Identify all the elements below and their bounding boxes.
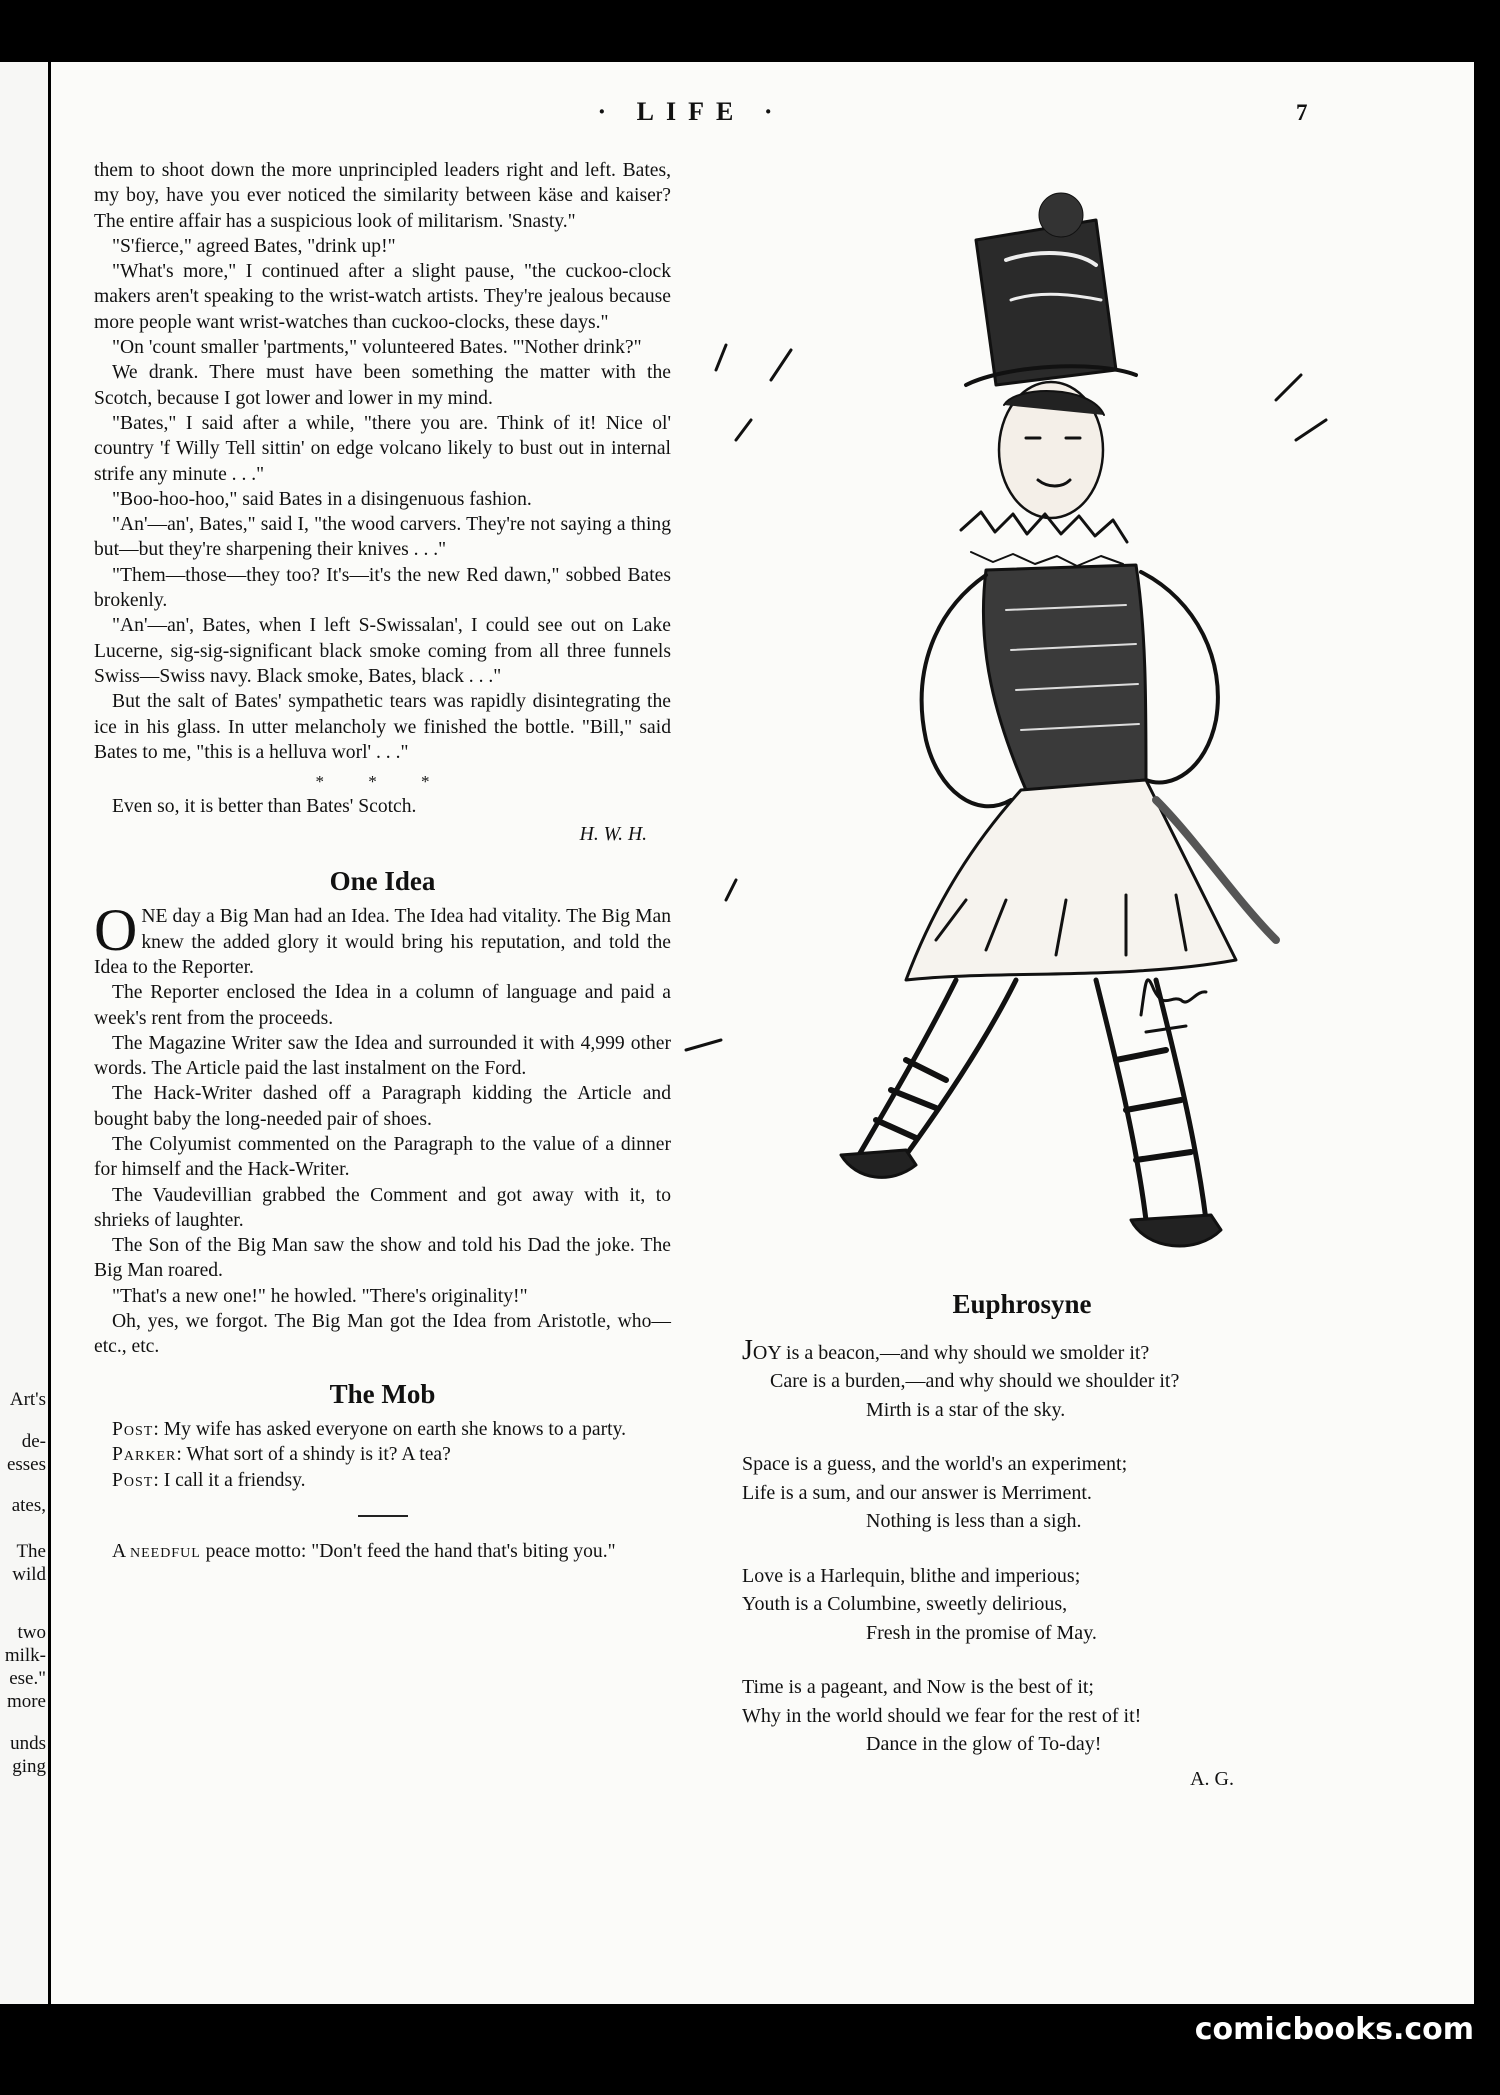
verse-line: Dance in the glow of To-day! [866,1733,1102,1755]
motto-word: needful [129,1540,201,1562]
first-paragraph [94,897,671,980]
dialogue-line: Post: My wife has asked everyone on earth she knows to a party. [112,1418,627,1440]
fragment: Art's [9,1389,46,1410]
left-column [94,158,671,1564]
verse-line: Nothing is less than a sigh. [866,1510,1082,1532]
paragraph: them to shoot down the more unprincipled leaders right and left. Bates, my boy, have you ever noticed the similarity between käse and kaiser? The entire affair has a suspicious look of militarism. 'Snasty." [94,160,671,232]
article-title: One Idea [329,866,436,897]
paragraph: "On 'count smaller 'partments," volunteered Bates. "'Nother drink?" [112,337,642,359]
paragraph: "S'fierce," agreed Bates, "drink up!" [112,235,396,257]
fragment: more [6,1691,46,1712]
fragment: unds [10,1733,46,1754]
verse-text: OY is a beacon,—and why should we smolder it? [752,1341,1150,1364]
paragraph: The Hack-Writer dashed off a Paragraph kidding the Article and bought baby the long-needed pair of shoes. [94,1083,671,1130]
drop-cap: O [94,897,138,964]
closing-line: Even so, it is better than Bates' Scotch. [112,796,417,818]
drop-cap: J [742,1334,753,1366]
fragment: The [16,1541,46,1562]
adjacent-page-strip [0,62,48,2004]
verse-line: Love is a Harlequin, blithe and imperious; [742,1564,1081,1587]
motto-text: peace motto: "Don't feed the hand that's biting you." [205,1540,616,1562]
paragraph: The Magazine Writer saw the Idea and surrounded it with 4,999 other words. The Article paid the last instalment on the Ford. [94,1032,671,1080]
fragment: two [17,1622,46,1643]
dialogue-text: My wife has asked everyone on earth she knows to a party. [163,1418,627,1440]
section-break: * * * [315,772,450,792]
speaker: Parker [112,1444,177,1466]
fragment: ging [12,1756,46,1777]
fragment: de- [21,1431,46,1452]
verse-line: Youth is a Columbine, sweetly delirious, [742,1593,1068,1615]
paragraph: "That's a new one!" he howled. "There's originality!" [112,1285,528,1307]
masthead: · LIFE · [597,97,785,126]
paragraph: We drank. There must have been something the matter with the Scotch, because I got lower and lower in my mind. [94,362,671,409]
dialogue-text: I call it a friendsy. [163,1469,306,1491]
speaker: Post [112,1469,154,1491]
motto [94,1539,671,1564]
motto-lead: A [112,1540,126,1562]
watermark: comicbooks.com [1194,2012,1474,2047]
dialogue-line: Post: I call it a friendsy. [112,1469,306,1491]
page-number: 7 [1296,100,1308,125]
paragraph: The Vaudevillian grabbed the Comment and got away with it, to shrieks of laughter. [94,1184,671,1231]
stanza [742,1562,1302,1648]
verse-line: Space is a guess, and the world's an experiment; [742,1453,1128,1475]
verse-line: Why in the world should we fear for the rest of it! [742,1704,1142,1727]
fragment: ese." [9,1668,46,1689]
fragment: ates, [11,1495,46,1516]
paragraph: The Son of the Big Man saw the show and told his Dad the joke. The Big Man roared. [94,1235,671,1282]
speaker: Post [112,1418,154,1440]
paragraph: "Boo-hoo-hoo," said Bates in a disingenuous fashion. [112,488,532,510]
verse-line: Care is a burden,—and why should we shoulder it? [770,1370,1180,1392]
paragraph: "An'—an', Bates, when I left S-Swissalan', I could see out on Lake Lucerne, sig-sig-significant black smoke coming from all three funnels Swiss—Swiss navy. Black smoke, Bates, black . . ." [94,615,671,687]
verse-line: Fresh in the promise of May. [866,1621,1097,1644]
paragraph: "What's more," I continued after a slight pause, "the cuckoo-clock makers aren't speaking to the wrist-watch artists. They're jealous because more people want wrist-watches than cuckoo-clocks, these days." [94,261,671,333]
poem-signature: A. G. [1190,1767,1234,1790]
first-paragraph-text: NE day a Big Man had an Idea. The Idea had vitality. The Big Man knew the added glory it would bring his reputation, and told the Idea to the Reporter. [94,906,671,978]
paragraph: Oh, yes, we forgot. The Big Man got the Idea from Aristotle, who—etc., etc. [94,1311,671,1358]
verse-line [742,1334,1302,1368]
paragraph: The Colyumist commented on the Paragraph to the value of a dinner for himself and the Hack-Writer. [94,1133,671,1181]
dialogue-text: What sort of a shindy is it? A tea? [186,1444,451,1466]
fragment: wild [12,1564,46,1585]
paragraph: "An'—an', Bates," said I, "the wood carvers. They're not saying a thing but—but they're sharpening their knives . . ." [94,514,671,561]
paragraph: The Reporter enclosed the Idea in a column of language and paid a week's rent from the proceeds. [94,982,671,1029]
artist-signature: R—C [1236,1140,1239,1141]
poem-title: Euphrosyne [952,1289,1092,1319]
dialogue-line: Parker: What sort of a shindy is it? A tea? [112,1444,451,1466]
author-signature: H. W. H. [579,823,647,845]
fragment: esses [6,1454,46,1475]
paragraph: "Them—those—they too? It's—it's the new Red dawn," sobbed Bates brokenly. [94,564,671,612]
paragraph: But the salt of Bates' sympathetic tears was rapidly disintegrating the ice in his glass. In utter melancholy we finished the bottle. "Bill," said Bates to me, "this is a helluva worl' . . ." [94,691,671,763]
stanza [742,1673,1302,1759]
poem [742,1290,1302,1793]
stanza [742,1450,1302,1536]
verse-line: Time is a pageant, and Now is the best of it; [742,1676,1094,1698]
article-title: The Mob [329,1378,436,1409]
divider [358,1515,408,1517]
paragraph: "Bates," I said after a while, "there you are. Think of it! Nice ol' country 'f Willy Tell sittin' on edge volcano likely to bust out in internal strife any minute . . ." [94,412,671,485]
verse-line: Mirth is a star of the sky. [866,1398,1066,1421]
verse-line: Life is a sum, and our answer is Merriment. [742,1481,1092,1504]
stanza [742,1334,1302,1425]
fragment: milk- [4,1645,46,1666]
dancer-illustration [676,180,1356,1280]
